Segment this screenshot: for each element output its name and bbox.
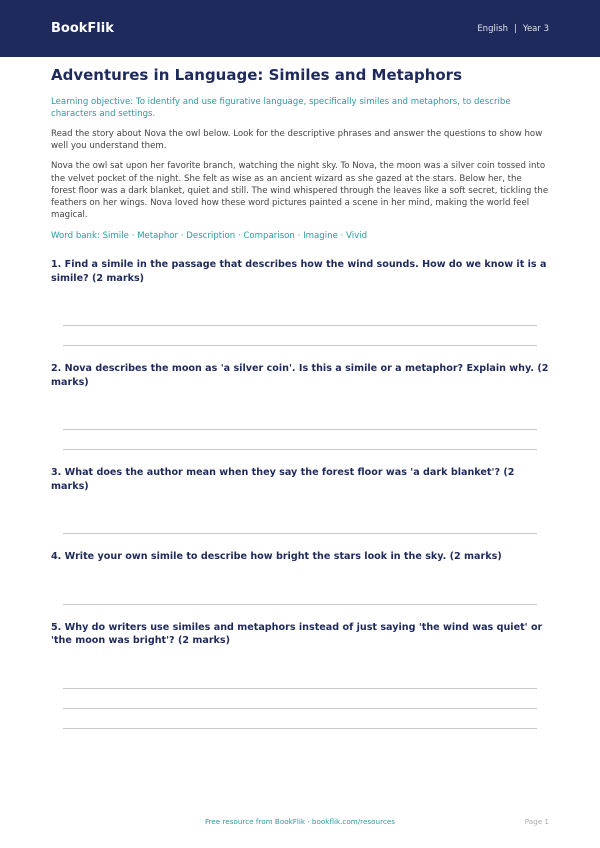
question-block — [51, 550, 549, 605]
header-bar — [0, 0, 600, 57]
questions-list — [51, 258, 549, 729]
answer-lines — [51, 513, 549, 534]
meta-separator: | — [514, 23, 517, 34]
brand-logo: BookFlik — [51, 21, 114, 36]
footer — [0, 812, 600, 832]
answer-lines — [51, 305, 549, 346]
learning-objective: Learning objective: To identify and use figurative language, specifically similes and metaphors, to describe characters and settings. — [51, 97, 511, 119]
answer-line[interactable] — [63, 668, 537, 689]
answer-line[interactable] — [63, 305, 537, 326]
answer-line[interactable] — [63, 709, 537, 729]
year-label: Year 3 — [522, 23, 549, 34]
answer-line[interactable] — [63, 430, 537, 450]
question-text: 4. Write your own simile to describe how bright the stars look in the sky. (2 marks) — [51, 551, 502, 563]
question-text: 3. What does the author mean when they say the forest floor was 'a dark blanket'? (2 marks) — [51, 467, 515, 492]
page-title: Adventures in Language: Similes and Metaphors — [51, 66, 462, 84]
question-block — [51, 466, 549, 534]
question-block — [51, 258, 549, 346]
answer-line[interactable] — [63, 409, 537, 430]
question-text: 5. Why do writers use similes and metaphors instead of just saying 'the wind was quiet' or 'the moon was bright'? (2 marks) — [51, 621, 543, 647]
answer-line[interactable] — [63, 513, 537, 534]
worksheet-content — [0, 57, 600, 729]
page-number: Page 1 — [524, 817, 549, 826]
footer-credit: Free resource from BookFlik · bookflik.com/resources — [204, 817, 396, 826]
intro-paragraph: Read the story about Nova the owl below. Look for the descriptive phrases and answer the questions to show how well you understand them. — [51, 129, 543, 152]
answer-lines — [51, 409, 549, 450]
worksheet-meta — [477, 24, 549, 34]
word-bank: Word bank: Simile · Metaphor · Description · Comparison · Imagine · Vivid — [51, 231, 368, 242]
question-block — [51, 362, 549, 450]
answer-lines — [51, 668, 549, 729]
answer-lines — [51, 584, 549, 605]
story-paragraph: Nova the owl sat upon her favorite branch, watching the night sky. To Nova, the moon was a silver coin tossed into the velvet pocket of the night. She felt as wise as an ancient wizard as she gazed at the stars. Below her, the forest floor was a dark blanket, quiet and still. The wind whispered through the leaves like a soft secret, tickling the feathers on her wings. Nova loved how these word pictures painted a scene in her mind, making the world feel magical. — [51, 161, 549, 221]
subject-label: English — [477, 23, 509, 34]
question-text: 1. Find a simile in the passage that describes how the wind sounds. How do we know it is a simile? (2 marks) — [51, 259, 547, 284]
question-block — [51, 621, 549, 729]
answer-line[interactable] — [63, 689, 537, 709]
question-text: 2. Nova describes the moon as 'a silver coin'. Is this a simile or a metaphor? Explain why. (2 marks) — [51, 363, 549, 388]
answer-line[interactable] — [63, 584, 537, 605]
answer-line[interactable] — [63, 326, 537, 346]
